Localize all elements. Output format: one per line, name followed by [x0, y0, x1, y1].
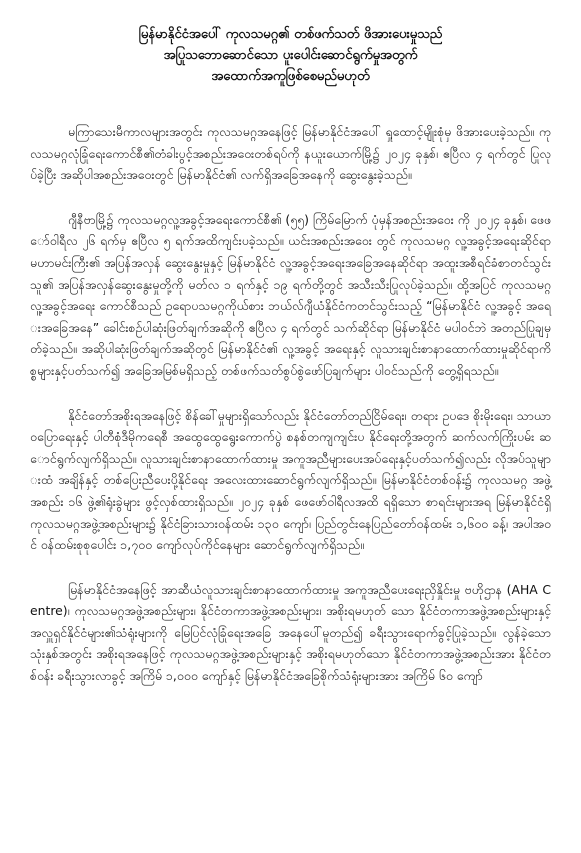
paragraph-1: မကြာသေးမီကာလများအတွင်း ကုလသမဂ္ဂအနေဖြင့် မြန်မာနိုင်ငံအပေါ် ရှုထောင့်မျိုးစုံမှ ဖိအားပေးခဲ့သည်။ ကုလသမဂ္ဂလုံခြုံရေးကောင်စီ၏တံခါးပွင့်အစည်းအဝေးတစ်ရပ်ကို နယူးယောက်မြို့၌ ၂၀၂၄ ခုနှစ်၊ ဧပြီလ ၄ ရက်တွင် ပြုလုပ်ခဲ့ပြီး အဆိုပါအစည်းအဝေးတွင် မြန်မာနိုင်ငံ၏ လက်ရှိအခြေအနေကို ဆွေးနွေးခဲ့သည်။: [30, 124, 551, 183]
title-line-2: အပြုသဘောဆောင်သော ပူးပေါင်းဆောင်ရွက်မှုအတွက်: [163, 48, 418, 63]
paragraph-3: နိုင်ငံတော်အစိုးရအနေဖြင့် စိန်ခေါ်မှုများရှိသော်လည်း နိုင်ငံတော်တည်ငြိမ်ရေး၊ တရား ဥပဒေ စိုးမိုးရေး၊ သာယာဝပြောရေးနှင့် ပါတီစုံဒီမိုကရေစီ အထွေထွေရွေးကောက်ပွဲ စနစ်တကျကျင်းပ နိုင်ရေးတို့အတွက် ဆက်လက်ကြိုးပမ်း ဆောင်ရွက်လျက်ရှိသည်။ လူသားချင်းစာနာထောက်ထားမှု အကူအညီများပေးအပ်ရေးနှင့်ပတ်သက်၍လည်း လိုအပ်သူများထံ အချိန်နှင့် တစ်ပြေးညီပေးပို့နိုင်ရေး အလေးထားဆောင်ရွက်လျက်ရှိသည်။ မြန်မာနိုင်ငံတစ်ဝန်း၌ ကုလသမဂ္ဂ အဖွဲ့အစည်း ၁၆ ဖွဲ့၏ရုံးခွဲများ ဖွင့်လှစ်ထားရှိသည်။ ၂၀၂၄ ခုနှစ် ဖေဖော်ဝါရီလအထိ ရရှိသော စာရင်းများအရ မြန်မာနိုင်ငံရှိ ကုလသမဂ္ဂအဖွဲ့အစည်းများ၌ နိုင်ငံခြားသားဝန်ထမ်း ၁၃၀ ကျော်၊ ပြည်တွင်းနေပြည်တော်ဝန်ထမ်း ၁,၆၀၀ ခန့်၊ အပါအဝင် ဝန်ထမ်းစုစုပေါင်း ၁,၇၀၀ ကျော်လုပ်ကိုင်နေများ ဆောင်ရွက်လျက်ရှိသည်။: [30, 407, 551, 553]
document-body: [30, 121, 551, 687]
document-title: [30, 24, 551, 87]
title-line-3: အထောက်အကူဖြစ်စေမည်မဟုတ်: [211, 69, 370, 84]
paragraph-2: ဂျီနီဗာမြို့၌ ကုလသမဂ္ဂလူ့အခွင့်အရေးကောင်စီ၏ (၅၅) ကြိမ်မြောက် ပုံမှန်အစည်းအဝေး ကို ၂၀၂၄ ခုနှစ်၊ ဖေဖော်ဝါရီလ ၂၆ ရက်မှ ဧပြီလ ၅ ရက်အထိကျင်းပခဲ့သည်။ ယင်းအစည်းအဝေး တွင် ကုလသမဂ္ဂ လူ့အခွင့်အရေးဆိုင်ရာ မဟာမင်းကြီး၏ အပြန်အလှန် ဆွေးနွေးမှုနှင့် မြန်မာနိုင်ငံ လူ့အခွင့်အရေးအခြေအနေဆိုင်ရာ အထူးအစီရင်ခံစာတင်သွင်းသူ၏ အပြန်အလှန်ဆွေးနွေးမှုတို့ကို မတ်လ ၁ ရက်နှင့် ၁၉ ရက်တို့တွင် အသီးသီးပြုလုပ်ခဲ့သည်။ ထို့အပြင် ကုလသမဂ္ဂ လူ့အခွင့်အရေး ကောင်စီသည် ဥရောပသမဂ္ဂကိုယ်စား ဘယ်လ်ဂျီယံနိုင်ငံကတင်သွင်းသည့် “မြန်မာနိုင်ငံ လူ့အခွင့် အရေးအခြေအနေ” ခေါင်းစဉ်ပါဆုံးဖြတ်ချက်အဆိုကို ဧပြီလ ၄ ရက်တွင် သက်ဆိုင်ရာ မြန်မာနိုင်ငံ မပါဝင်ဘဲ အတည်ပြုချမှတ်ခဲ့သည်။ အဆိုပါဆုံးဖြတ်ချက်အဆိုတွင် မြန်မာနိုင်ငံ၏ လူ့အခွင့် အရေးနှင့် လူသားချင်းစာနာထောက်ထားမှုဆိုင်ရာကိစ္စများနှင့်ပတ်သက်၍ အခြေအမြစ်မရှိသည့် တစ်ဖက်သတ်စွပ်စွဲဖော်ပြချက်များ ပါဝင်သည်ကို တွေ့ရှိရသည်။: [30, 211, 551, 378]
paragraph-4: မြန်မာနိုင်ငံအနေဖြင့် အာဆီယံလူသားချင်းစာနာထောက်ထားမှု အကူအညီပေးရေးညှိနှိုင်းမှု ဗဟိုဌာန (AHA Centre)၊ ကုလသမဂ္ဂအဖွဲ့အစည်းများ၊ နိုင်ငံတကာအဖွဲ့အစည်းများ၊ အစိုးရမဟုတ် သော နိုင်ငံတကာအဖွဲ့အစည်းများနှင့် အလှူရှင်နိုင်ငံများ၏သံရုံးများကို မြေပြင်လုံခြုံရေးအခြေ အနေပေါ်မူတည်၍ ခရီးသွားရောက်ခွင့်ပြုခဲ့သည်။ လွန်ခဲ့သော သုံးနှစ်အတွင်း အစိုးရအနေဖြင့် ကုလသမဂ္ဂအဖွဲ့အစည်းများနှင့် အစိုးရမဟုတ်သော နိုင်ငံတကာအဖွဲ့အစည်းအား နိုင်ငံတစ်ဝန်း ခရီးသွားလာခွင့် အကြိမ် ၁,၀၀၀ ကျော်နှင့် မြန်မာနိုင်ငံအခြေစိုက်သံရုံးများအား အကြိမ် ၆၀ ကျော်: [30, 581, 551, 684]
title-line-1: မြန်မာနိုင်ငံအပေါ် ကုလသမဂ္ဂ၏ တစ်ဖက်သတ် ဖိအားပေးမှုသည်: [138, 27, 443, 42]
